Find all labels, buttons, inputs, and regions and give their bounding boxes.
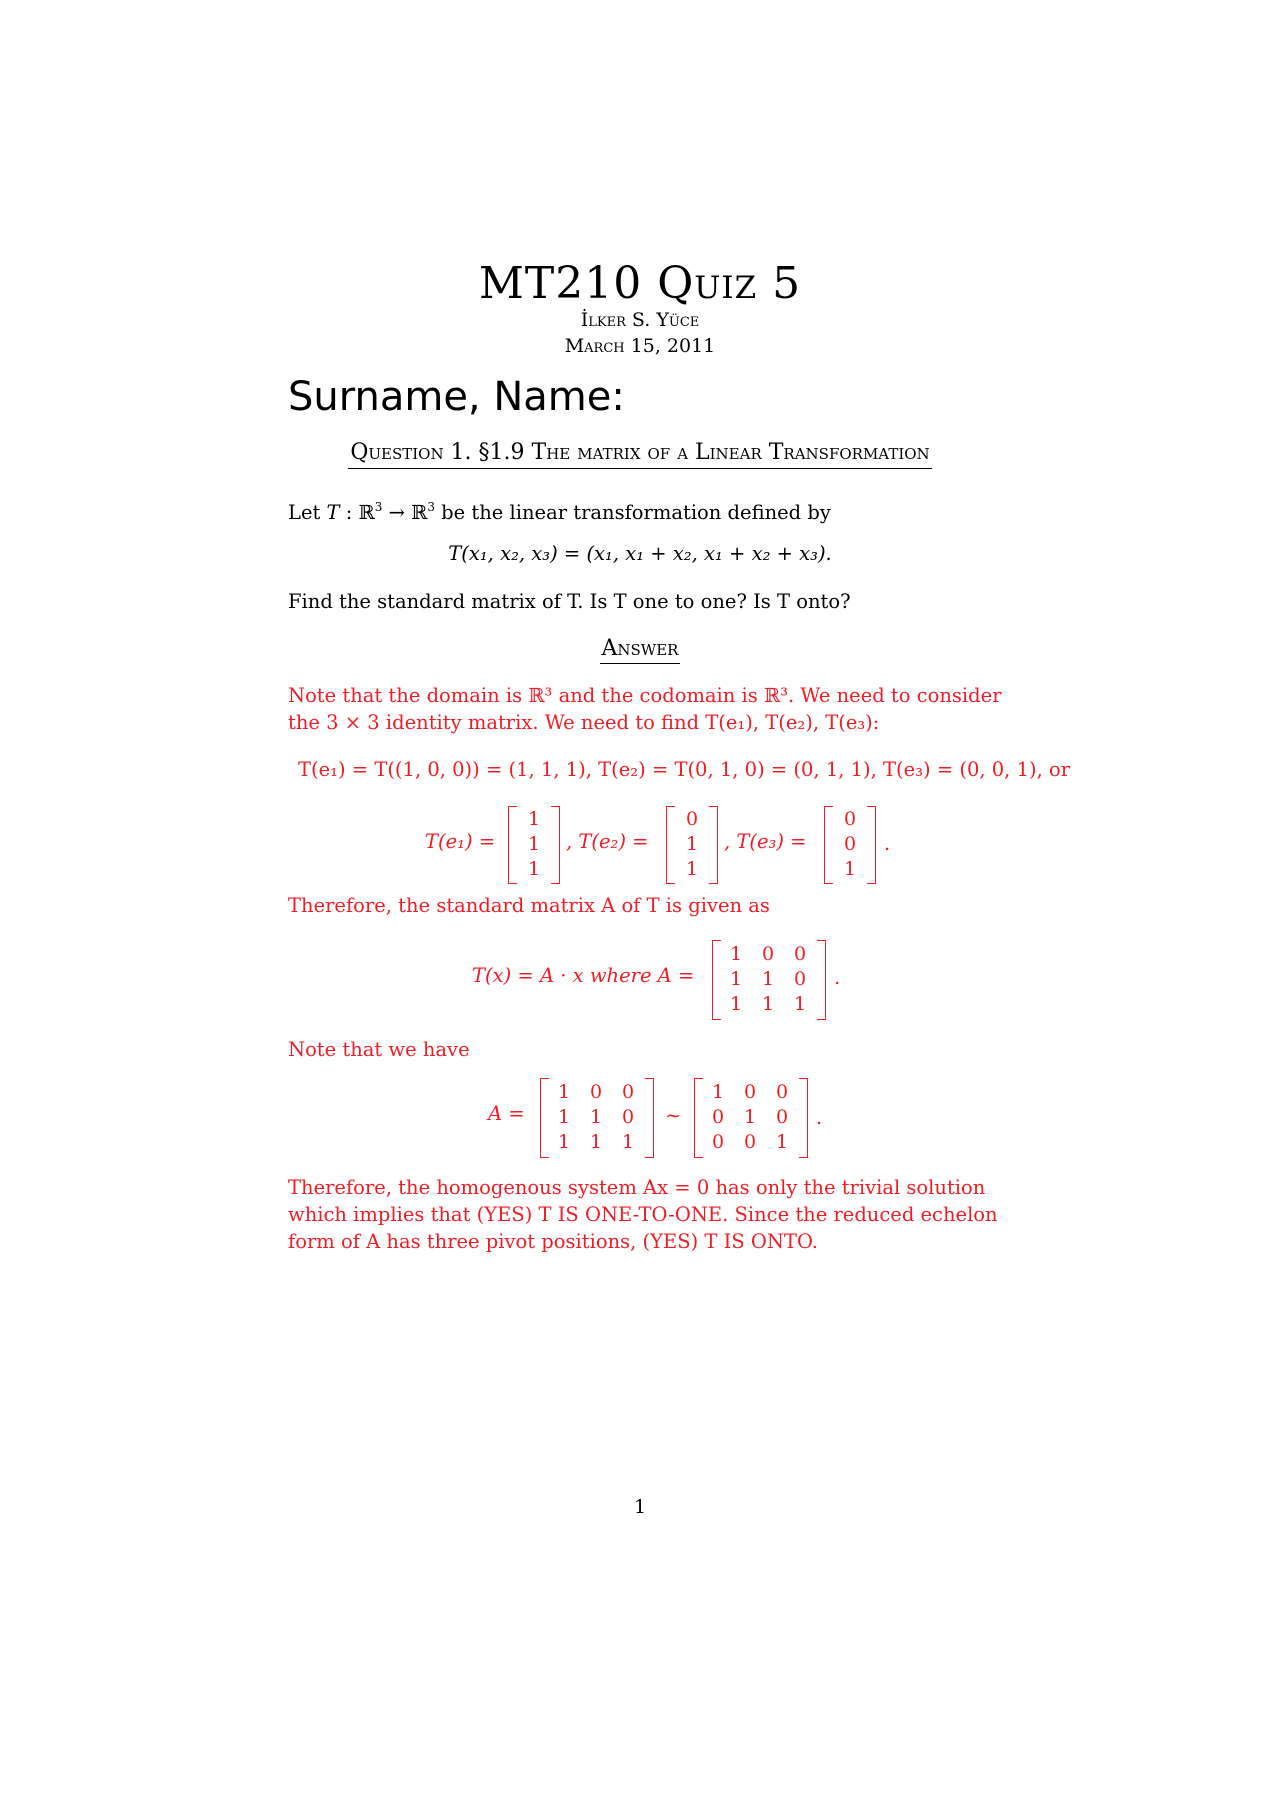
standard-matrix-label: T(x) = A · x where A = [472, 964, 695, 987]
matrix-cell: 1 [557, 1106, 571, 1128]
vector-cell: 1 [843, 858, 857, 880]
vector-cell: 1 [527, 808, 541, 830]
vector-Te3 [824, 806, 876, 882]
matrix-A-reduction [540, 1078, 654, 1156]
matrix-cell: 1 [761, 968, 775, 990]
matrix-cell: 0 [621, 1106, 635, 1128]
matrix-cell: 0 [793, 943, 807, 965]
answer-heading-text: Answer [600, 636, 681, 664]
quiz-date: March 15, 2011 [564, 335, 716, 357]
matrix-cell: 0 [743, 1081, 757, 1103]
matrix-cell: 1 [775, 1131, 789, 1153]
vector-cell: 0 [685, 808, 699, 830]
vector-Te2 [666, 806, 718, 882]
matrix-cell: 0 [793, 968, 807, 990]
col-label-1: T(e₁) = [425, 830, 496, 853]
matrix-cell: 1 [621, 1131, 635, 1153]
answer-intro: Note that the domain is ℝ³ and the codomain is ℝ³. We need to consider the 3 × 3 identity matrix. We need to find T(e₁), T(e₂), T(e₃): [288, 684, 1002, 734]
intro-exp1: 3 [374, 500, 383, 514]
reduction-end: . [816, 1106, 823, 1129]
standard-matrix-intro: Therefore, the standard matrix A of T is given as [288, 894, 770, 917]
vector-cell: 1 [527, 833, 541, 855]
intro-suffix: be the linear transformation defined by [434, 501, 831, 524]
row-equivalent-symbol: ∼ [665, 1104, 682, 1127]
answer-conclusion: Therefore, the homogenous system Ax = 0 has only the trivial solution which implies that (YES) T IS ONE-TO-ONE. Since the reduced echelon form of A has three pivot positions, (YES) T IS ONTO. [288, 1176, 998, 1253]
matrix-cell: 1 [589, 1106, 603, 1128]
intro-arrow: → ℝ [382, 501, 428, 524]
col-label-3: , T(e₃) = [724, 830, 807, 853]
intro-exp2: 3 [427, 500, 435, 514]
vector-cell: 1 [685, 858, 699, 880]
matrix-A [712, 940, 826, 1018]
matrix-cell: 0 [761, 943, 775, 965]
question-intro [288, 494, 1028, 526]
note-we-have: Note that we have [288, 1038, 470, 1061]
basis-images-line: T(e₁) = T((1, 0, 0)) = (1, 1, 1), T(e₂) = T(0, 1, 0) = (0, 1, 1), T(e₃) = (0, 0, 1), or [298, 758, 1071, 781]
col-end: . [884, 832, 891, 855]
surname-name-label: Surname, Name: [288, 374, 625, 420]
matrix-cell: 0 [775, 1081, 789, 1103]
question-heading-text: Question 1. §1.9 The matrix of a Linear Transformation [348, 440, 931, 469]
matrix-cell: 0 [711, 1131, 725, 1153]
matrix-cell: 1 [557, 1131, 571, 1153]
matrix-cell: 0 [711, 1106, 725, 1128]
page-number: 1 [633, 1496, 647, 1518]
matrix-cell: 0 [621, 1081, 635, 1103]
vector-cell: 0 [843, 833, 857, 855]
vector-cell: 1 [527, 858, 541, 880]
matrix-cell: 1 [729, 943, 743, 965]
matrix-cell: 1 [711, 1081, 725, 1103]
vector-Te1 [508, 806, 560, 882]
vector-cell: 0 [843, 808, 857, 830]
col-label-2: , T(e₂) = [566, 830, 649, 853]
author-name: İlker S. Yüce [580, 309, 700, 331]
question-task: Find the standard matrix of T. Is T one to one? Is T onto? [288, 590, 851, 613]
matrix-cell: 1 [761, 993, 775, 1015]
intro-map: : ℝ [339, 501, 375, 524]
matrix-cell: 1 [793, 993, 807, 1015]
matrix-cell: 1 [743, 1106, 757, 1128]
vector-cell: 1 [685, 833, 699, 855]
matrix-cell: 1 [589, 1131, 603, 1153]
matrix-cell: 0 [589, 1081, 603, 1103]
intro-prefix: Let [288, 501, 321, 524]
transformation-definition: T(x₁, x₂, x₃) = (x₁, x₁ + x₂, x₁ + x₂ + x₃). [448, 542, 832, 565]
intro-T: T [326, 501, 340, 524]
page-title: MT210 Quiz 5 [478, 258, 802, 309]
standard-matrix-end: . [834, 966, 841, 989]
answer-heading [0, 636, 1280, 661]
matrix-cell: 1 [729, 968, 743, 990]
matrix-cell: 1 [729, 993, 743, 1015]
reduction-label: A = [488, 1102, 525, 1125]
question-heading [0, 440, 1280, 465]
matrix-identity [694, 1078, 808, 1156]
matrix-cell: 1 [557, 1081, 571, 1103]
matrix-cell: 0 [775, 1106, 789, 1128]
matrix-cell: 0 [743, 1131, 757, 1153]
